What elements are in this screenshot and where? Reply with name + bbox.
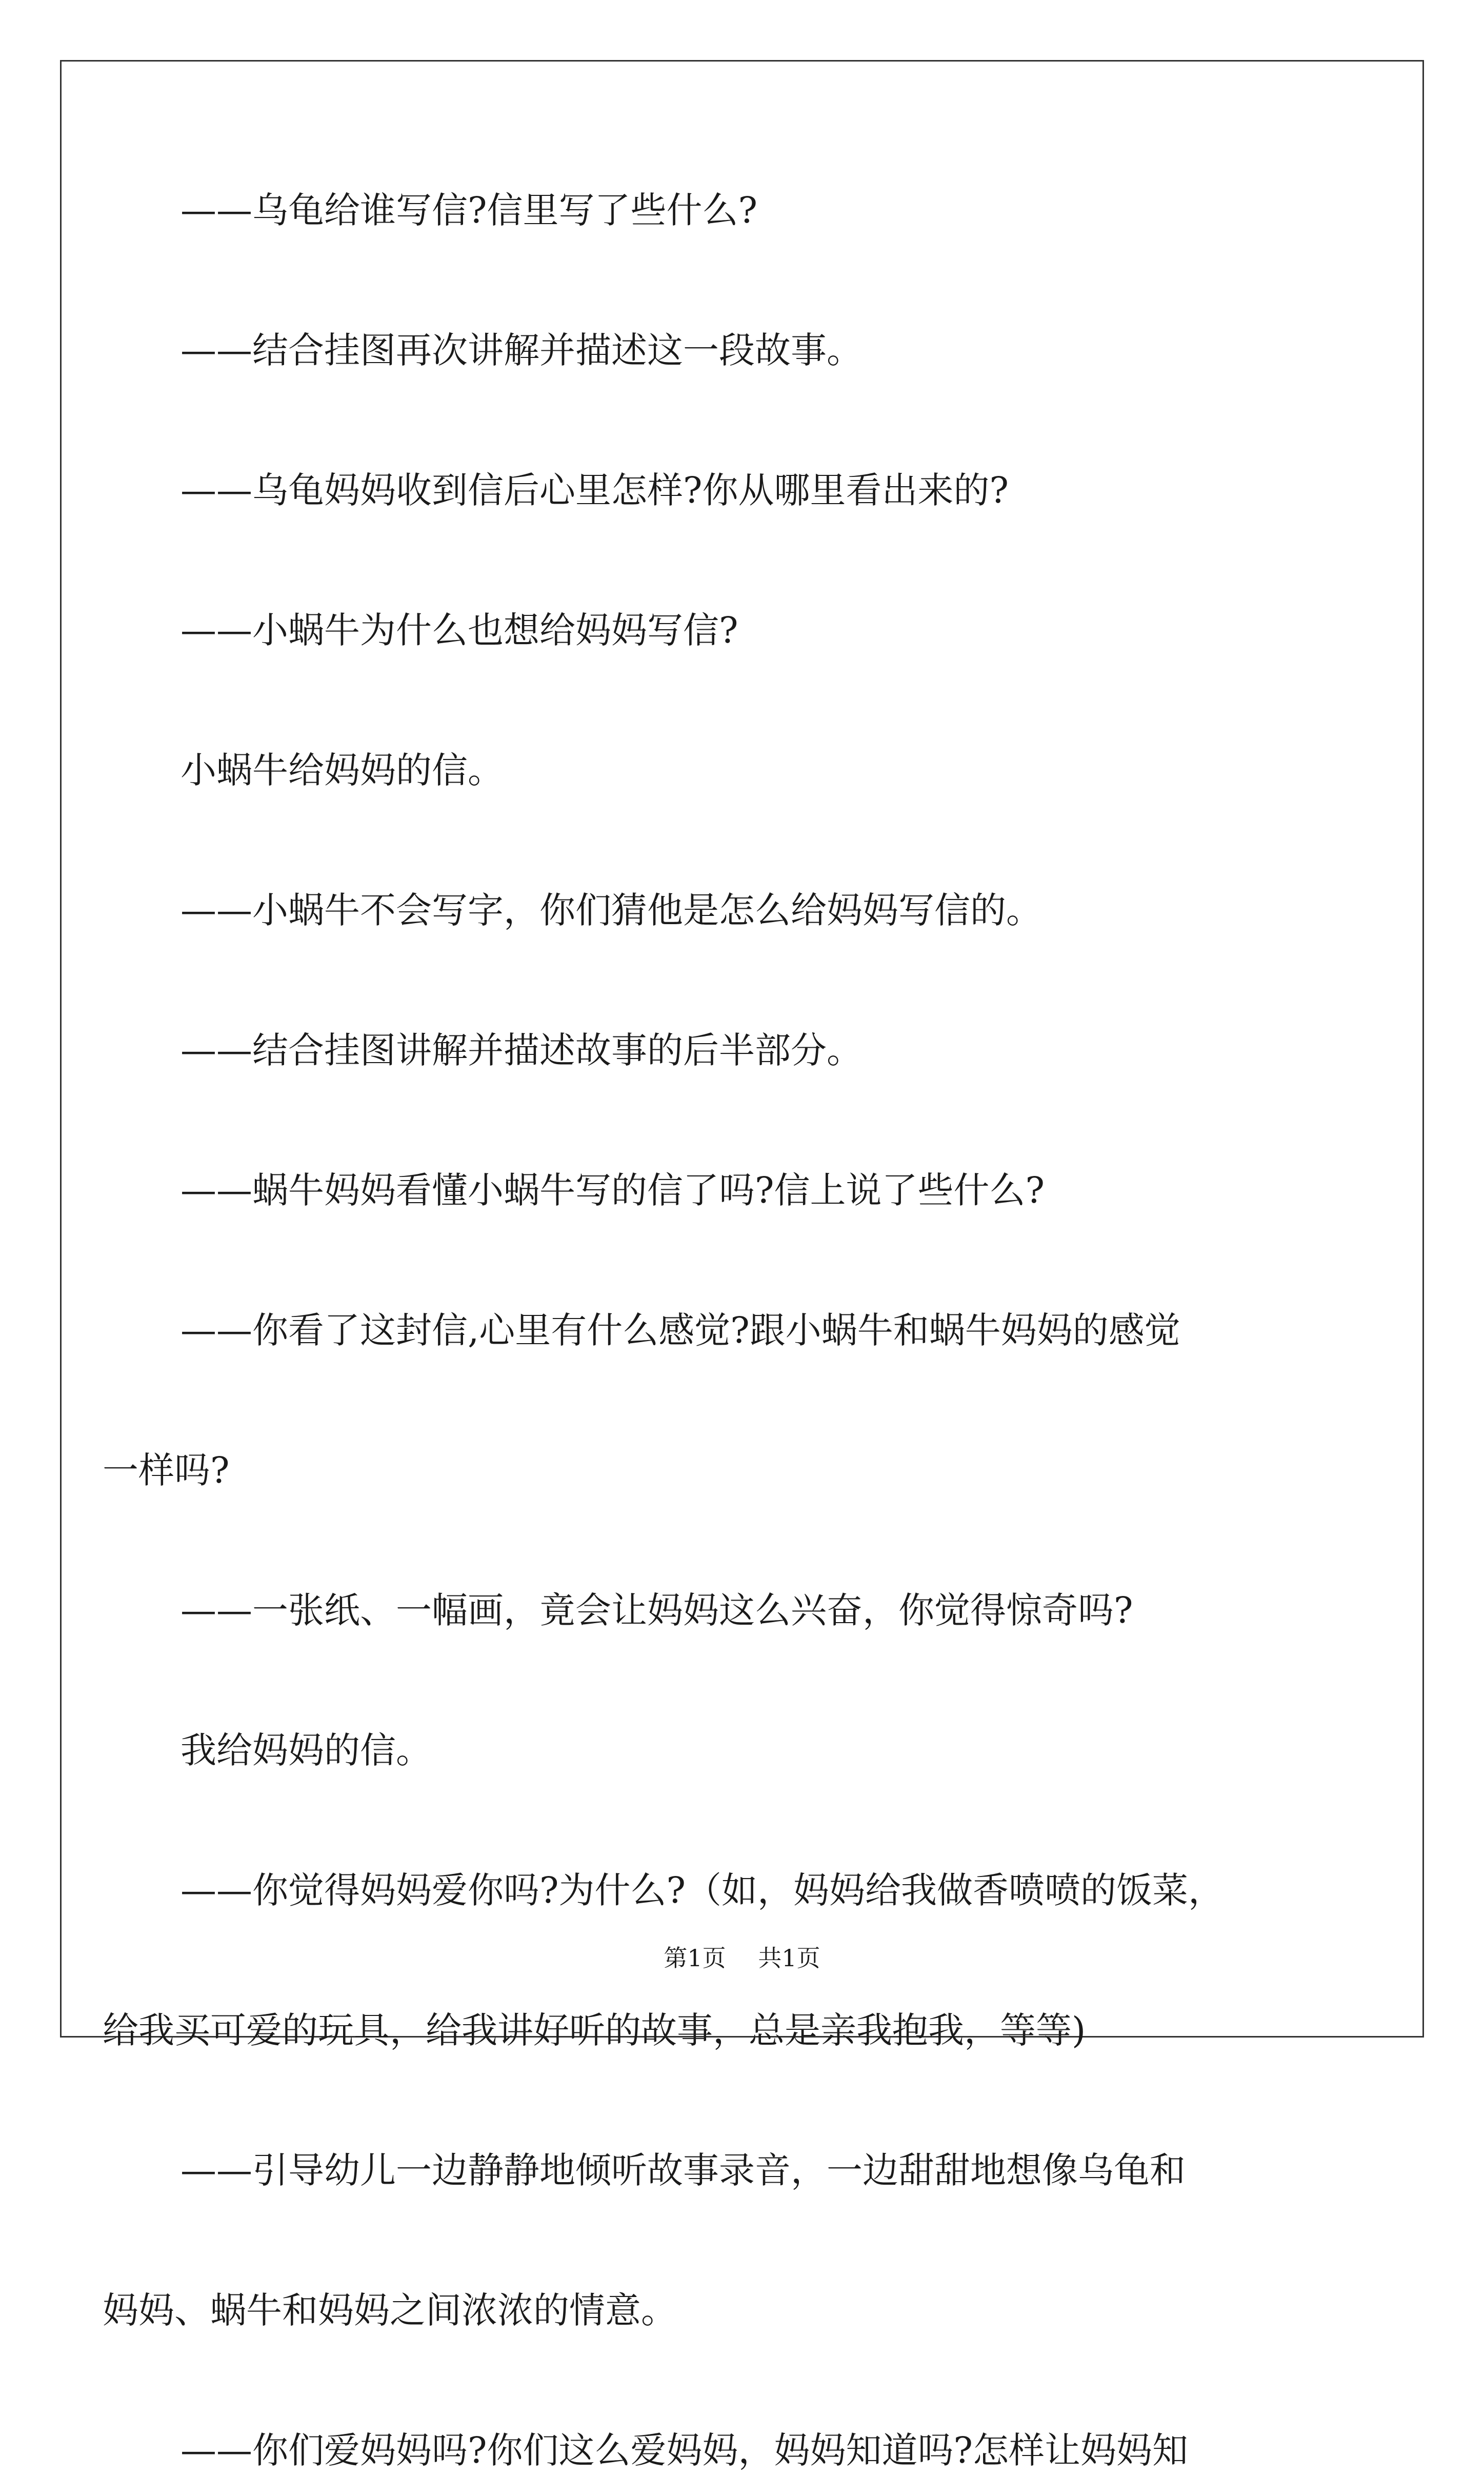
page-number: 第1页 [664,1944,726,1972]
paragraph-13-continuation: 妈妈、蜗牛和妈妈之间浓浓的情意。 [103,2289,677,2331]
paragraph-9-continuation: 一样吗? [103,1449,230,1491]
paragraph-14: ——你们爱妈妈吗?你们这么爱妈妈，妈妈知道吗?怎样让妈妈知 [181,2429,1189,2471]
paragraph-4: ——小蜗牛为什么也想给妈妈写信? [181,609,738,651]
paragraph-6: ——小蜗牛不会写字，你们猜他是怎么给妈妈写信的。 [181,889,1042,931]
paragraph-7: ——结合挂图讲解并描述故事的后半部分。 [181,1029,863,1071]
paragraph-11: 我给妈妈的信。 [181,1729,432,1771]
paragraph-5: 小蜗牛给妈妈的信。 [181,749,504,791]
paragraph-1: ——乌龟给谁写信?信里写了些什么? [181,189,758,231]
paragraph-9: ——你看了这封信,心里有什么感觉?跟小蜗牛和蜗牛妈妈的感觉 [181,1309,1180,1351]
paragraph-8: ——蜗牛妈妈看懂小蜗牛写的信了吗?信上说了些什么? [181,1169,1045,1211]
paragraph-12-continuation: 给我买可爱的玩具，给我讲好听的故事，总是亲我抱我，等等) [103,2009,1086,2051]
paragraph-13: ——引导幼儿一边静静地倾听故事录音，一边甜甜地想像乌龟和 [181,2149,1186,2191]
paragraph-2: ——结合挂图再次讲解并描述这一段故事。 [181,329,863,371]
page-footer [0,1943,1484,1973]
paragraph-10: ——一张纸、一幅画，竟会让妈妈这么兴奋，你觉得惊奇吗? [181,1589,1133,1631]
document-body [103,185,1339,2476]
paragraph-12: ——你觉得妈妈爱你吗?为什么?（如，妈妈给我做香喷喷的饭菜， [181,1869,1225,1911]
paragraph-3: ——乌龟妈妈收到信后心里怎样?你从哪里看出来的? [181,469,1009,511]
page-total: 共1页 [758,1944,820,1972]
